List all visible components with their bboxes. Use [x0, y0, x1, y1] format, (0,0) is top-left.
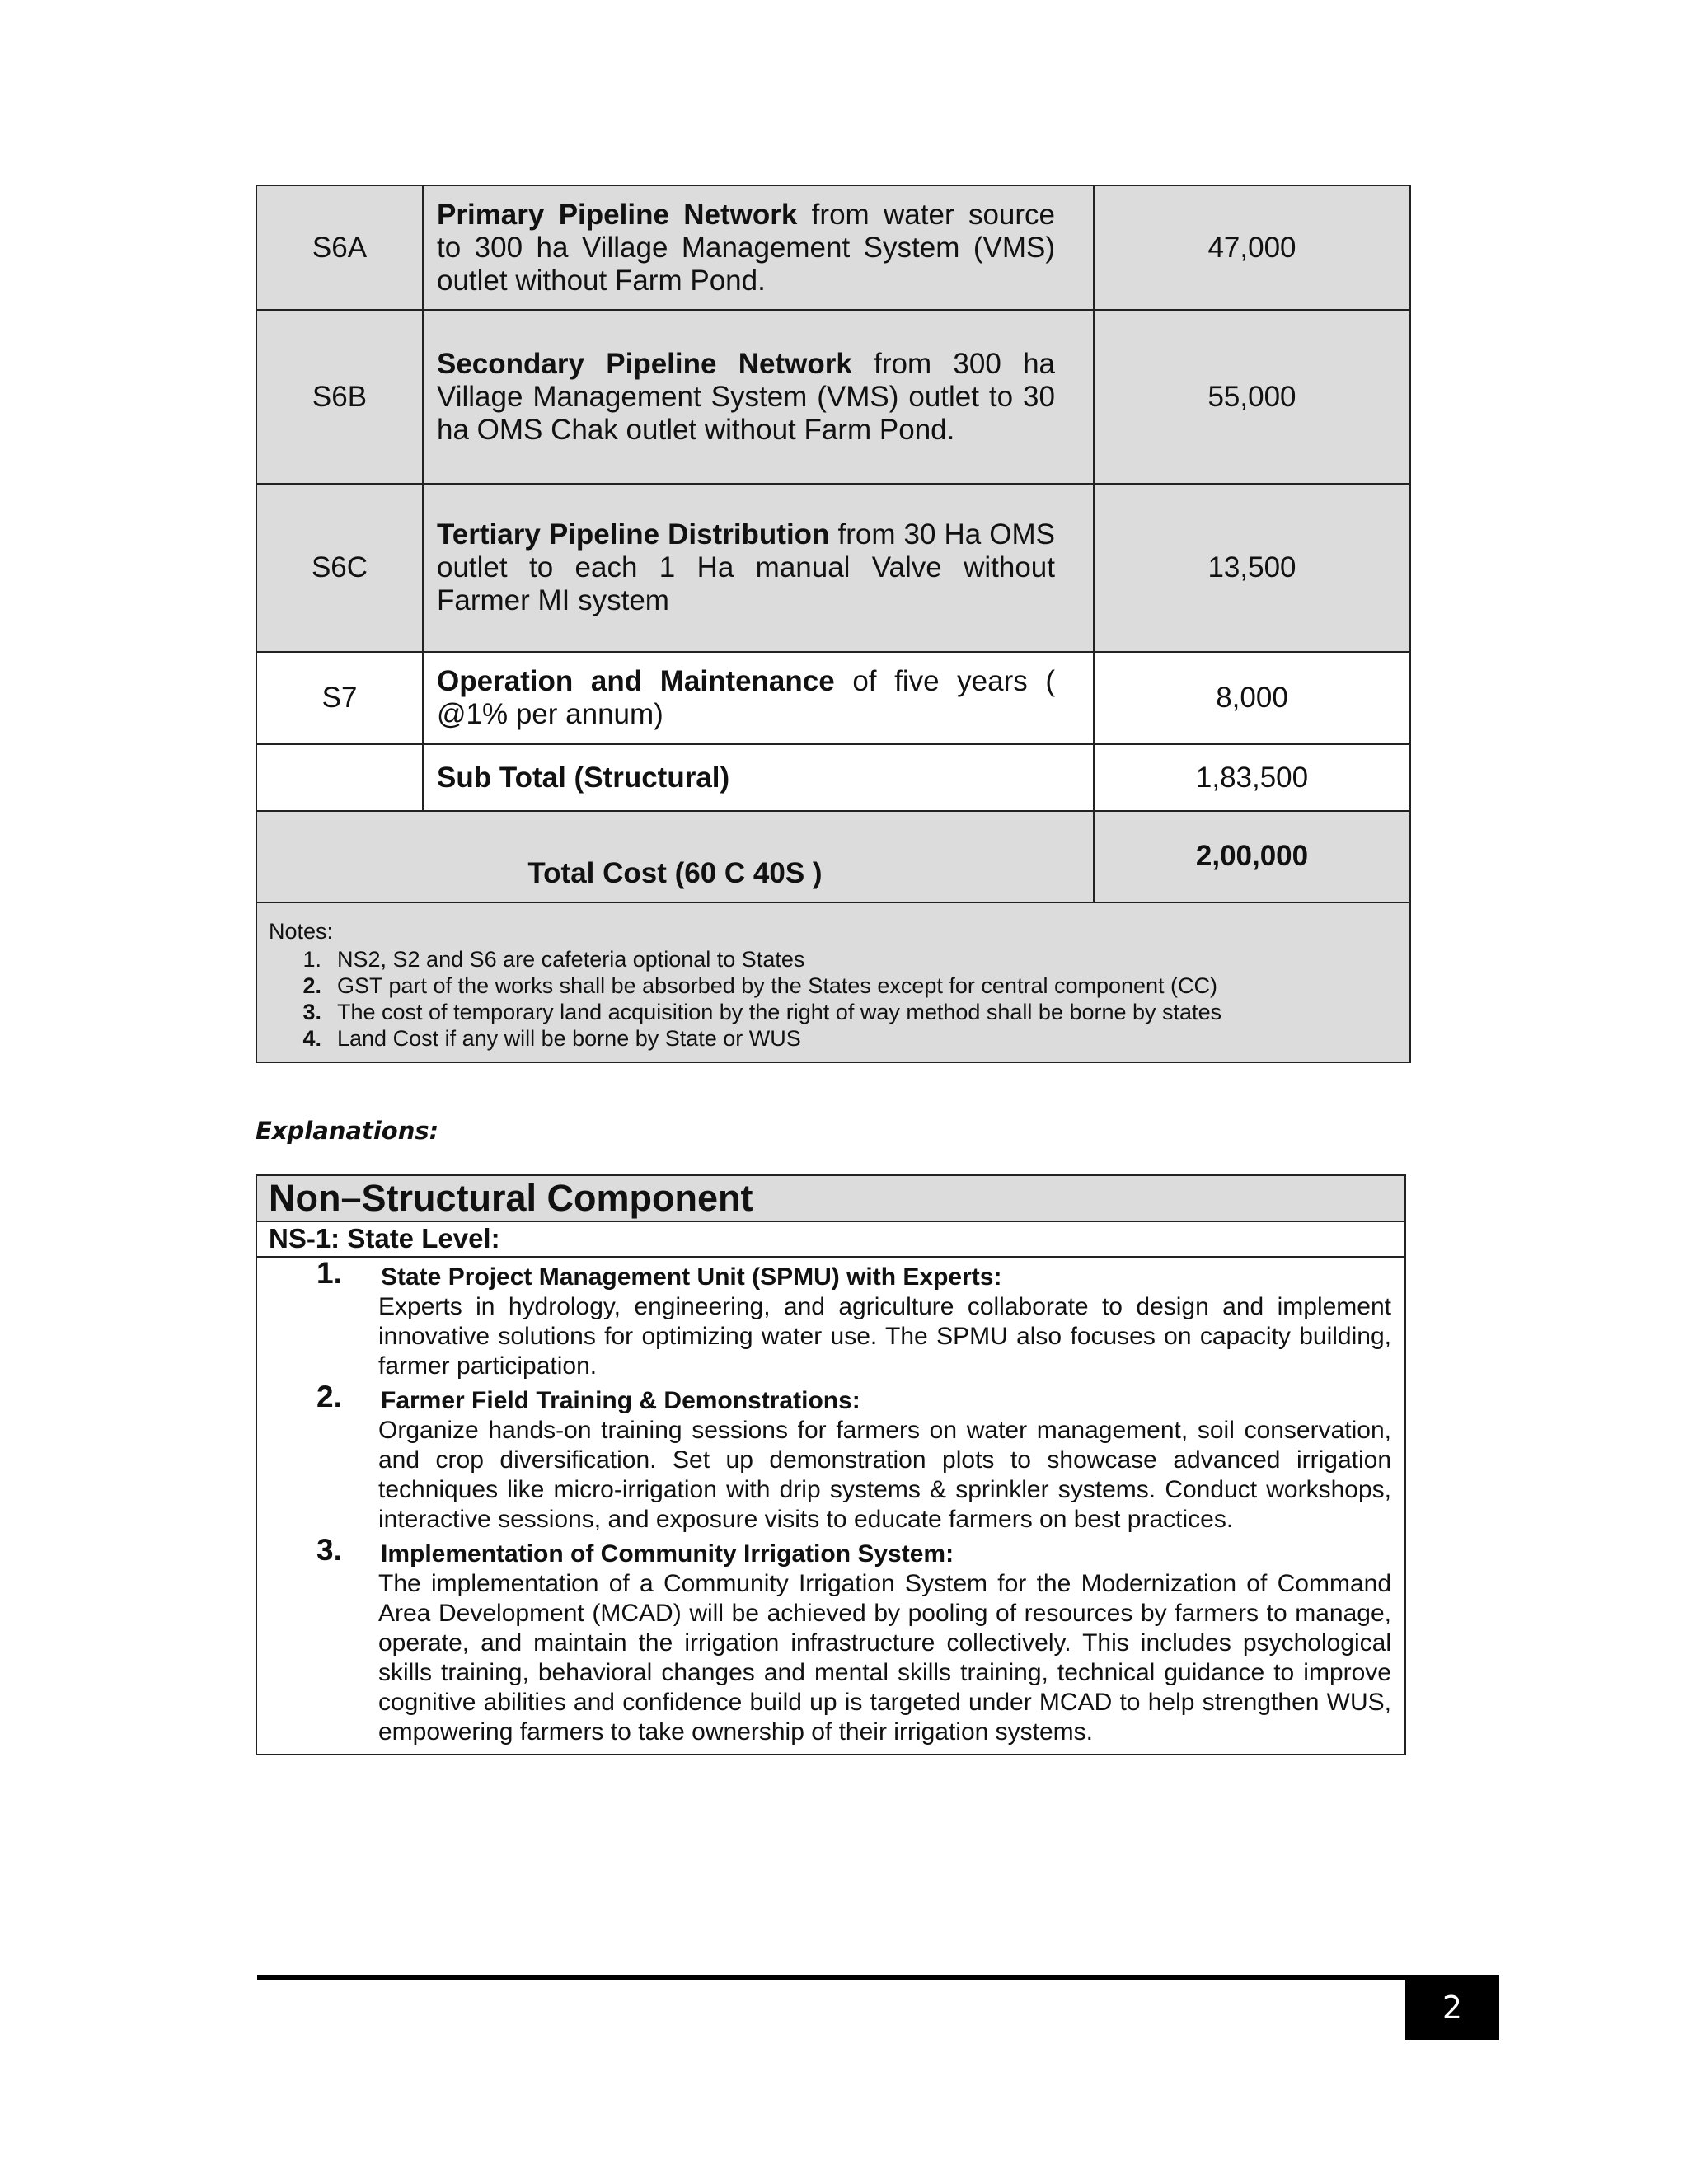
- note-text: GST part of the works shall be absorbed by the States except for central component (CC): [337, 973, 1218, 998]
- component-code: S6B: [256, 310, 423, 484]
- page-number: 2: [1405, 1975, 1499, 2040]
- component-title: Operation and Maintenance: [437, 665, 835, 697]
- component-title: Primary Pipeline Network: [437, 198, 798, 231]
- component-description: [423, 484, 1094, 652]
- total-label: Total Cost (60 C 40S ): [256, 811, 1094, 902]
- component-amount: 13,500: [1094, 484, 1410, 652]
- note-number: 1.: [302, 947, 321, 972]
- component-amount: 55,000: [1094, 310, 1410, 484]
- item-text: Organize hands-on training sessions for farmers on water management, soil conservation, and crop diversification. Set up demonstration plots to showcase advanced irrigation techniques like micro-irrigation with drip systems & sprinkler systems. Conduct workshops, interactive sessions, and exposure visits to educate farmers on best practices.: [378, 1417, 1391, 1533]
- note-number: 4.: [302, 1026, 321, 1051]
- component-detail: from 300 ha Village Management System (VMS) outlet to 30 ha OMS Chak outlet without Farm Pond.: [437, 347, 1055, 446]
- component-description: [423, 652, 1094, 744]
- component-detail: from water source to 300 ha Village Management System (VMS) outlet without Farm Pond.: [437, 198, 1056, 297]
- item-heading: State Project Management Unit (SPMU) with Experts:: [381, 1263, 1002, 1291]
- note-number: 2.: [302, 973, 321, 998]
- subtotal-amount: 1,83,500: [1094, 744, 1410, 811]
- component-code: S7: [256, 652, 423, 744]
- item-heading: Implementation of Community Irrigation System:: [381, 1540, 954, 1568]
- component-code: S6A: [256, 185, 423, 310]
- component-title: Secondary Pipeline Network: [437, 347, 852, 380]
- item-text: Experts in hydrology, engineering, and agriculture collaborate to design and implement innovative solutions for optimizing water use. The SPMU also focuses on capacity building, farmer participation.: [378, 1293, 1391, 1380]
- component-description: [423, 310, 1094, 484]
- notes-row: [256, 902, 1410, 1062]
- table-row: [256, 484, 1410, 652]
- non-structural-box: [256, 1174, 1406, 1755]
- notes-heading: Notes:: [269, 919, 334, 944]
- total-amount: 2,00,000: [1094, 811, 1410, 902]
- section-title: Non–Structural Component: [257, 1176, 1404, 1222]
- component-amount: 47,000: [1094, 185, 1410, 310]
- item-heading: Farmer Field Training & Demonstrations:: [381, 1387, 860, 1414]
- component-amount: 8,000: [1094, 652, 1410, 744]
- item-number: 3.: [316, 1533, 342, 1567]
- note-number: 3.: [302, 1000, 321, 1024]
- subtotal-row: [256, 744, 1410, 811]
- note-item: [269, 946, 1398, 972]
- component-detail: of five years ( @1% per annum): [437, 665, 1056, 730]
- note-item: [269, 999, 1398, 1025]
- notes-box: [256, 902, 1410, 1062]
- item-text: The implementation of a Community Irrigation System for the Modernization of Command Area Development (MCAD) will be achieved by pooling of resources by farmers to manage, operate, and maintain the irrigation infrastructure collectively. This includes psychological skills training, behavioral changes and mental skills training, technical guidance to improve cognitive abilities and confidence build up is targeted under MCAD to help strengthen WUS, empowering farmers to take ownership of their irrigation systems.: [378, 1570, 1391, 1746]
- note-text: The cost of temporary land acquisition by the right of way method shall be borne by states: [337, 1000, 1222, 1024]
- subtotal-label: Sub Total (Structural): [423, 744, 1094, 811]
- note-text: Land Cost if any will be borne by State or WUS: [337, 1026, 801, 1051]
- table-row: [256, 185, 1410, 310]
- list-item: [257, 1258, 1391, 1381]
- cost-table: [256, 185, 1411, 1063]
- note-text: NS2, S2 and S6 are cafeteria optional to States: [337, 947, 805, 972]
- list-item: [257, 1381, 1391, 1535]
- component-code: S6C: [256, 484, 423, 652]
- component-detail: from 30 Ha OMS outlet to each 1 Ha manual Valve without Farmer MI system: [437, 518, 1055, 616]
- item-number: 1.: [316, 1256, 342, 1290]
- component-title: Tertiary Pipeline Distribution: [437, 518, 830, 551]
- table-row: [256, 652, 1410, 744]
- footer-rule: [257, 1975, 1411, 1980]
- note-item: [269, 972, 1398, 999]
- item-number: 2.: [316, 1380, 342, 1413]
- total-row: [256, 811, 1410, 902]
- list-item: [257, 1535, 1391, 1747]
- section-body: [257, 1258, 1404, 1754]
- component-description: [423, 185, 1094, 310]
- section-subtitle: NS-1: State Level:: [257, 1222, 1404, 1258]
- table-row: [256, 310, 1410, 484]
- empty-cell: [256, 744, 423, 811]
- note-item: [269, 1025, 1398, 1052]
- notes-list: [269, 946, 1398, 1052]
- explanations-heading: Explanations:: [256, 1117, 439, 1145]
